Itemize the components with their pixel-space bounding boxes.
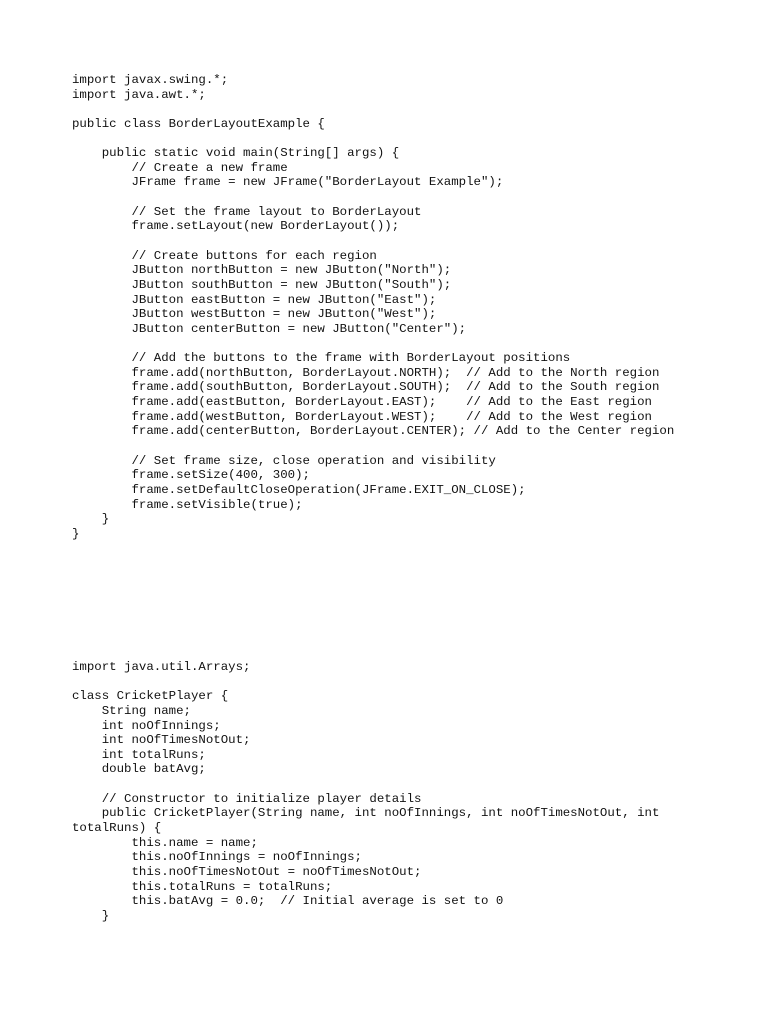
- code-line: [72, 337, 674, 352]
- code-line: import java.util.Arrays;: [72, 660, 251, 674]
- code-line: int totalRuns;: [72, 747, 206, 762]
- code-line: [72, 102, 674, 117]
- code-line: public class BorderLayoutExample {: [72, 116, 325, 131]
- code-line: JFrame frame = new JFrame("BorderLayout Example");: [72, 175, 504, 190]
- code-line: this.totalRuns = totalRuns;: [72, 879, 333, 894]
- code-line: import javax.swing.*;: [72, 73, 229, 87]
- code-line: frame.add(westButton, BorderLayout.WEST); // Add to the West region: [72, 409, 652, 424]
- code-line: JButton southButton = new JButton("South");: [72, 277, 452, 292]
- code-line: [72, 675, 659, 690]
- code-line: public static void main(String[] args) {: [72, 146, 400, 161]
- code-line: double batAvg;: [72, 762, 206, 777]
- code-line: [72, 777, 659, 792]
- code-line: frame.setSize(400, 300);: [72, 468, 310, 483]
- code-line: String name;: [72, 703, 191, 718]
- code-block-cricket-player: [72, 660, 659, 924]
- code-line: JButton westButton = new JButton("West");: [72, 307, 437, 322]
- code-line: int noOfTimesNotOut;: [72, 733, 251, 748]
- code-line: // Create a new frame: [72, 160, 288, 175]
- code-line: // Constructor to initialize player details: [72, 791, 422, 806]
- code-line: frame.setDefaultCloseOperation(JFrame.EXIT_ON_CLOSE);: [72, 482, 526, 497]
- code-line: this.name = name;: [72, 835, 258, 850]
- code-line: frame.add(eastButton, BorderLayout.EAST); // Add to the East region: [72, 395, 652, 410]
- code-line: this.noOfTimesNotOut = noOfTimesNotOut;: [72, 864, 422, 879]
- code-line: JButton northButton = new JButton("North");: [72, 263, 452, 278]
- code-line: this.noOfInnings = noOfInnings;: [72, 850, 362, 865]
- code-line: class CricketPlayer {: [72, 689, 229, 704]
- code-line: frame.setVisible(true);: [72, 497, 303, 512]
- code-line: }: [72, 512, 110, 527]
- code-line: frame.add(centerButton, BorderLayout.CENTER); // Add to the Center region: [72, 424, 675, 439]
- code-line: this.batAvg = 0.0; // Initial average is set to 0: [72, 894, 504, 909]
- code-line: [72, 190, 674, 205]
- code-line: // Set the frame layout to BorderLayout: [72, 204, 422, 219]
- code-line: // Set frame size, close operation and visibility: [72, 453, 496, 468]
- code-line: // Create buttons for each region: [72, 248, 377, 263]
- code-line: [72, 439, 674, 454]
- code-line: [72, 132, 674, 147]
- code-line: totalRuns) {: [72, 821, 162, 836]
- code-line: frame.setLayout(new BorderLayout());: [72, 219, 400, 234]
- code-line: JButton centerButton = new JButton("Center");: [72, 321, 467, 336]
- code-line: [72, 234, 674, 249]
- code-line: JButton eastButton = new JButton("East");: [72, 292, 437, 307]
- code-line: frame.add(southButton, BorderLayout.SOUTH); // Add to the South region: [72, 380, 660, 395]
- code-line: }: [72, 908, 110, 923]
- code-line: frame.add(northButton, BorderLayout.NORTH); // Add to the North region: [72, 365, 660, 380]
- code-line: import java.awt.*;: [72, 87, 206, 102]
- code-block-border-layout-example: [72, 73, 674, 542]
- code-line: public CricketPlayer(String name, int noOfInnings, int noOfTimesNotOut, int: [72, 806, 660, 821]
- code-line: // Add the buttons to the frame with BorderLayout positions: [72, 351, 571, 366]
- code-line: }: [72, 526, 80, 541]
- code-line: int noOfInnings;: [72, 718, 221, 733]
